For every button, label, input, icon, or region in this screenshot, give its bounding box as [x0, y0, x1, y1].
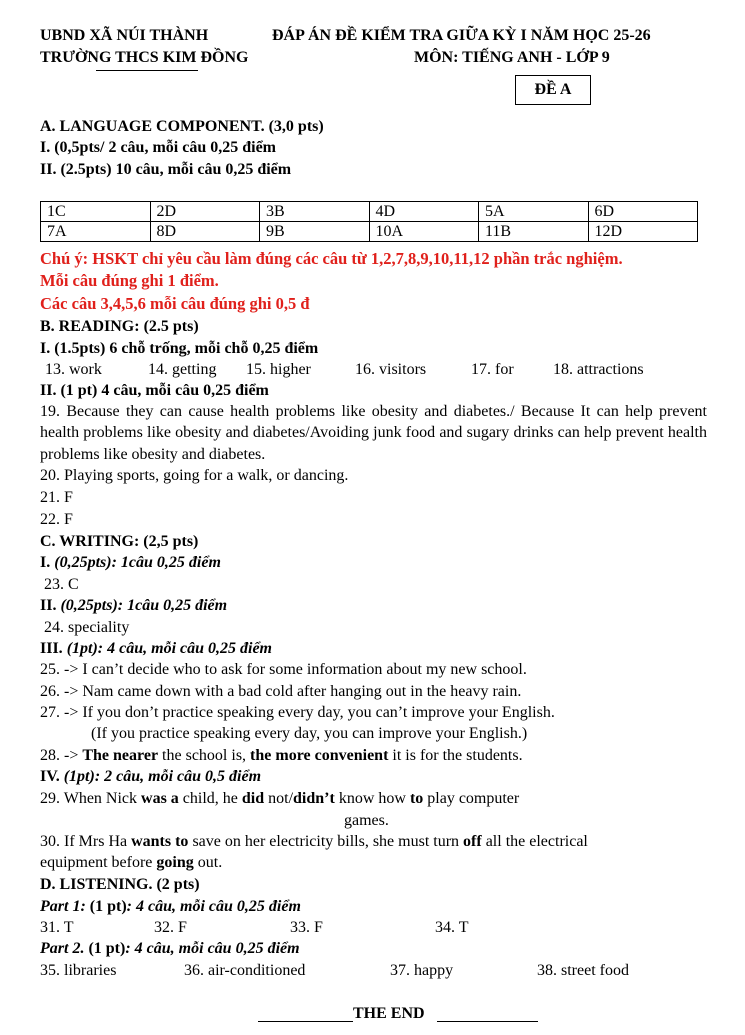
- table-cell: 12D: [588, 222, 698, 242]
- bold-run: The nearer: [82, 747, 159, 764]
- note-line-1: Chú ý: HSKT chỉ yêu cầu làm đúng các câu từ 1,2,7,8,9,10,11,12 phần trắc nghiệm.: [40, 249, 623, 268]
- text-run: know how: [334, 790, 410, 807]
- listening-answer: 38. street food: [537, 962, 629, 979]
- header-underline: [96, 70, 198, 71]
- part-number: IV.: [40, 768, 60, 785]
- table-row: [41, 222, 698, 242]
- listening-answer: 35. libraries: [40, 962, 117, 979]
- answer-21: 21. F: [40, 489, 73, 506]
- section-a-part1: I. (0,5pts/ 2 câu, mỗi câu 0,25 điểm: [40, 139, 276, 156]
- school-authority: UBND XÃ NÚI THÀNH: [40, 27, 209, 44]
- section-c-part3: [40, 638, 272, 659]
- table-cell: 1C: [41, 202, 151, 222]
- text-run: child, he: [178, 790, 242, 807]
- text-run: play computer: [423, 790, 520, 807]
- section-d-title: D. LISTENING. (2 pts): [40, 876, 200, 893]
- answer-table: [40, 201, 698, 242]
- bold-run: didn’t: [293, 790, 335, 807]
- section-a-part2: II. (2.5pts) 10 câu, mỗi câu 0,25 điểm: [40, 161, 292, 178]
- answer-22: 22. F: [40, 511, 73, 528]
- school-name: TRƯỜNG THCS KIM ĐỒNG: [40, 49, 249, 66]
- listening-answer: 34. T: [435, 919, 469, 936]
- section-c-part2: [40, 595, 227, 616]
- table-cell: 4D: [369, 202, 479, 222]
- part-heading: (1pt): 4 câu, mỗi câu 0,25 điểm: [62, 640, 272, 657]
- bold-run: off: [463, 833, 482, 850]
- section-b-title: B. READING: (2.5 pts): [40, 318, 199, 335]
- text-run: 30. If Mrs Ha: [40, 833, 132, 850]
- text-run: 29. When Nick: [40, 790, 142, 807]
- bold-run: wants to: [131, 833, 189, 850]
- text-run: the school is,: [158, 747, 251, 764]
- part-number: II.: [40, 597, 57, 614]
- section-d-part1: [40, 896, 301, 917]
- answer-27: 27. -> If you don’t practice speaking every day, you can’t improve your English.: [40, 704, 555, 721]
- section-d-part2: [40, 938, 300, 959]
- section-c-part4: [40, 766, 261, 787]
- part-points: (1 pt): [85, 898, 127, 915]
- document-title: ĐÁP ÁN ĐỀ KIỂM TRA GIỮA KỲ I NĂM HỌC 25-26: [272, 27, 651, 44]
- table-cell: 7A: [41, 222, 151, 242]
- reading-answer: 18. attractions: [553, 361, 644, 378]
- section-b-part2: II. (1 pt) 4 câu, mỗi câu 0,25 điểm: [40, 382, 269, 399]
- part-number: I.: [40, 554, 51, 571]
- section-a-title: A. LANGUAGE COMPONENT. (3,0 pts): [40, 118, 324, 135]
- table-cell: 6D: [588, 202, 698, 222]
- answer-20: 20. Playing sports, going for a walk, or dancing.: [40, 467, 349, 484]
- text-run: not/: [264, 790, 294, 807]
- answer-23: 23. C: [44, 576, 79, 593]
- section-c-title: C. WRITING: (2,5 pts): [40, 533, 199, 550]
- bold-run: did: [241, 790, 265, 807]
- table-row: [41, 202, 698, 222]
- section-b-part1: I. (1.5pts) 6 chỗ trống, mỗi chỗ 0,25 điểm: [40, 340, 319, 357]
- text-run: 28. ->: [40, 747, 83, 764]
- answer-28: [40, 745, 523, 766]
- text-run: it is for the students.: [388, 747, 523, 764]
- part-label: Part 2.: [40, 940, 85, 957]
- reading-answer: 15. higher: [246, 361, 311, 378]
- part-heading: (0,25pts): 1câu 0,25 điểm: [56, 597, 228, 614]
- answer-29-continued: games.: [344, 812, 389, 829]
- answer-30-continued: [40, 852, 222, 873]
- exam-code-box: [515, 75, 591, 105]
- bold-run: going: [156, 854, 194, 871]
- part-heading: : 4 câu, mỗi câu 0,25 điểm: [126, 898, 301, 915]
- bold-run: to: [409, 790, 424, 807]
- answer-19: 19. Because they can cause health problems like obesity and diabetes./ Because It can help prevent health problems like obesity and diabetes/Avoiding junk food and sugary drinks can help prevent health problems like obesity and diabetes.: [40, 403, 707, 463]
- section-c-part1: [40, 552, 221, 573]
- listening-answer: 33. F: [290, 919, 323, 936]
- table-cell: 5A: [479, 202, 589, 222]
- text-run: equipment before: [40, 854, 157, 871]
- table-cell: 9B: [260, 222, 370, 242]
- listening-answer: 32. F: [154, 919, 187, 936]
- text-run: save on her electricity bills, she must turn: [188, 833, 464, 850]
- bold-run: was a: [141, 790, 179, 807]
- bold-run: the more convenient: [250, 747, 389, 764]
- subject-title: MÔN: TIẾNG ANH - LỚP 9: [414, 49, 610, 66]
- table-cell: 2D: [150, 202, 260, 222]
- answer-30: [40, 831, 588, 852]
- listening-answer: 31. T: [40, 919, 74, 936]
- reading-answer: 14. getting: [148, 361, 217, 378]
- answer-24: 24. speciality: [44, 619, 130, 636]
- listening-answer: 36. air-conditioned: [184, 962, 306, 979]
- reading-answer: 13. work: [45, 361, 102, 378]
- text-run: out.: [193, 854, 223, 871]
- part-heading: (1pt): 2 câu, mỗi câu 0,5 điểm: [59, 768, 262, 785]
- table-cell: 8D: [150, 222, 260, 242]
- part-number: III.: [40, 640, 63, 657]
- reading-answer: 17. for: [471, 361, 514, 378]
- table-cell: 10A: [369, 222, 479, 242]
- footer-rule-right: [437, 1021, 538, 1022]
- part-heading: (0,25pts): 1câu 0,25 điểm: [50, 554, 221, 571]
- table-cell: 11B: [479, 222, 589, 242]
- answer-25: 25. -> I can’t decide who to ask for some information about my new school.: [40, 661, 527, 678]
- part-label: Part 1:: [40, 898, 86, 915]
- note-line-2: Mỗi câu đúng ghi 1 điểm.: [40, 271, 219, 290]
- note-line-3: Các câu 3,4,5,6 mỗi câu đúng ghi 0,5 đ: [40, 294, 310, 313]
- the-end: THE END: [353, 1005, 425, 1022]
- table-cell: 3B: [260, 202, 370, 222]
- footer-rule-left: [258, 1021, 353, 1022]
- answer-26: 26. -> Nam came down with a bad cold after hanging out in the heavy rain.: [40, 683, 522, 700]
- part-heading: : 4 câu, mỗi câu 0,25 điểm: [125, 940, 300, 957]
- reading-answer: 16. visitors: [355, 361, 427, 378]
- listening-answer: 37. happy: [390, 962, 454, 979]
- part-points: (1 pt): [84, 940, 126, 957]
- text-run: all the electrical: [481, 833, 588, 850]
- answer-27-alt: (If you practice speaking every day, you can improve your English.): [91, 725, 528, 742]
- exam-code: ĐỀ A: [534, 81, 572, 98]
- answer-29: [40, 788, 519, 809]
